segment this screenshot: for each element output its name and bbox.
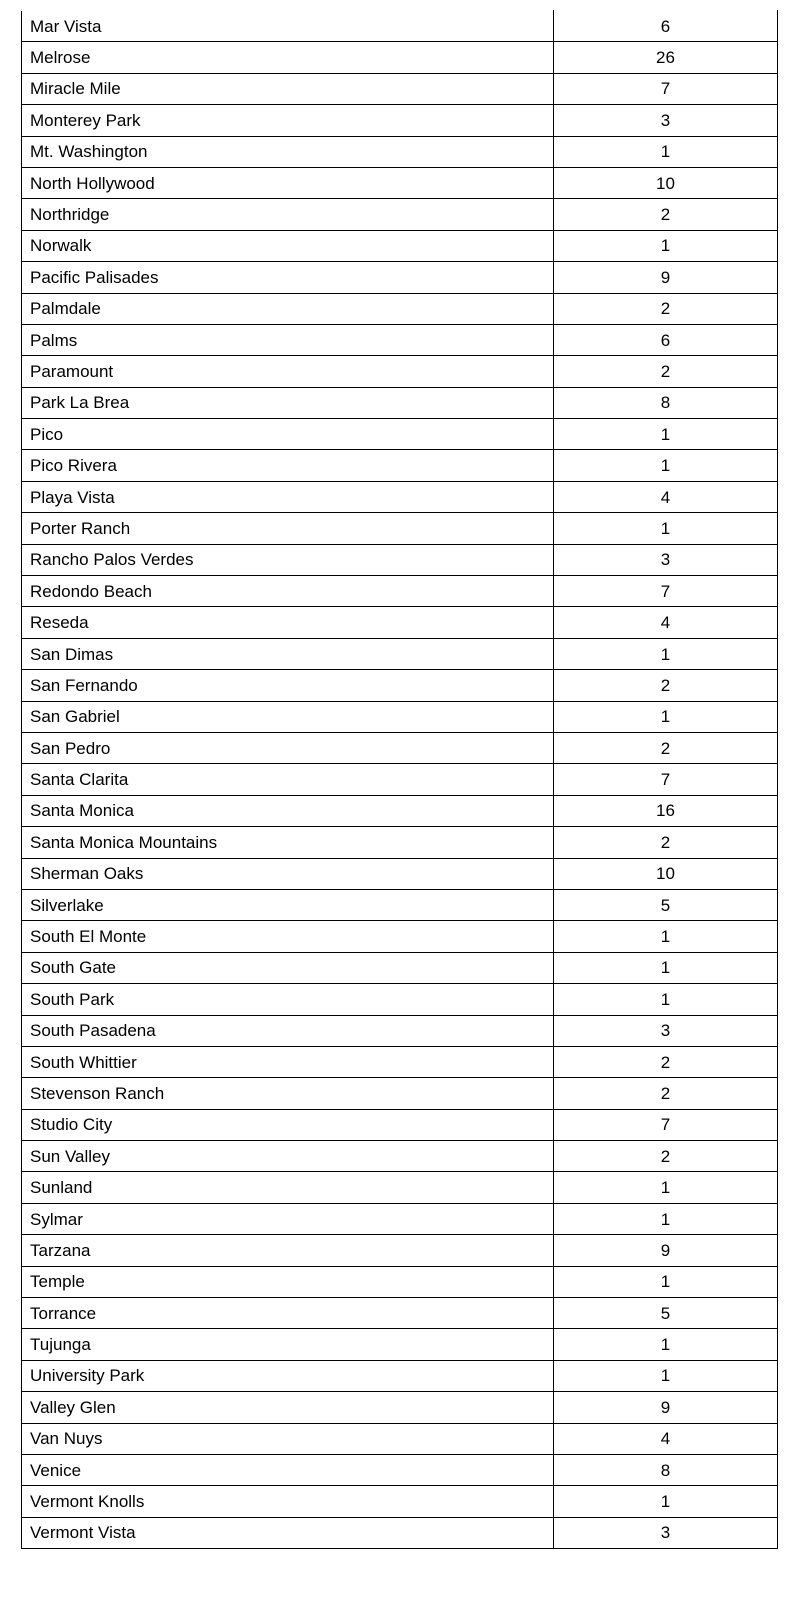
count-cell: 8 (554, 1454, 778, 1485)
count-cell: 1 (554, 419, 778, 450)
table-row (22, 1392, 778, 1423)
table-row (22, 795, 778, 826)
count-cell: 7 (554, 1109, 778, 1140)
neighborhood-name-cell: Silverlake (22, 889, 554, 920)
table-row (22, 1454, 778, 1485)
table-row (22, 670, 778, 701)
count-cell: 26 (554, 42, 778, 73)
table-row (22, 167, 778, 198)
neighborhood-name-cell: North Hollywood (22, 167, 554, 198)
neighborhood-name-cell: Vermont Knolls (22, 1486, 554, 1517)
table-row (22, 984, 778, 1015)
neighborhood-name-cell: Palms (22, 324, 554, 355)
neighborhood-name-cell: Playa Vista (22, 481, 554, 512)
table-row (22, 481, 778, 512)
table-row (22, 73, 778, 104)
table-row (22, 262, 778, 293)
table-row (22, 1078, 778, 1109)
count-cell: 8 (554, 387, 778, 418)
neighborhood-name-cell: Tujunga (22, 1329, 554, 1360)
count-cell: 2 (554, 293, 778, 324)
neighborhood-name-cell: Venice (22, 1454, 554, 1485)
count-cell: 2 (554, 1046, 778, 1077)
neighborhood-name-cell: Reseda (22, 607, 554, 638)
table-row (22, 827, 778, 858)
table-row (22, 544, 778, 575)
table-row (22, 1517, 778, 1548)
count-cell: 2 (554, 732, 778, 763)
neighborhood-count-table (21, 10, 778, 1549)
neighborhood-name-cell: South Pasadena (22, 1015, 554, 1046)
table-row (22, 732, 778, 763)
count-cell: 1 (554, 136, 778, 167)
count-cell: 3 (554, 105, 778, 136)
neighborhood-name-cell: Norwalk (22, 230, 554, 261)
neighborhood-name-cell: Pico Rivera (22, 450, 554, 481)
table-row (22, 199, 778, 230)
table-row (22, 1423, 778, 1454)
count-cell: 1 (554, 1203, 778, 1234)
count-cell: 7 (554, 764, 778, 795)
neighborhood-name-cell: Northridge (22, 199, 554, 230)
count-cell: 2 (554, 199, 778, 230)
table-row (22, 1109, 778, 1140)
neighborhood-name-cell: San Pedro (22, 732, 554, 763)
count-cell: 6 (554, 324, 778, 355)
table-row (22, 1046, 778, 1077)
count-cell: 1 (554, 1486, 778, 1517)
count-cell: 5 (554, 1298, 778, 1329)
count-cell: 9 (554, 1392, 778, 1423)
count-cell: 1 (554, 230, 778, 261)
count-cell: 9 (554, 262, 778, 293)
table-row (22, 105, 778, 136)
table-row (22, 1266, 778, 1297)
neighborhood-name-cell: Pico (22, 419, 554, 450)
neighborhood-name-cell: South Whittier (22, 1046, 554, 1077)
count-cell: 4 (554, 481, 778, 512)
table-row (22, 136, 778, 167)
neighborhood-name-cell: Park La Brea (22, 387, 554, 418)
neighborhood-name-cell: University Park (22, 1360, 554, 1391)
count-cell: 1 (554, 638, 778, 669)
table-row (22, 387, 778, 418)
count-cell: 1 (554, 1329, 778, 1360)
neighborhood-name-cell: Sun Valley (22, 1141, 554, 1172)
count-cell: 1 (554, 921, 778, 952)
table-row (22, 1329, 778, 1360)
count-cell: 1 (554, 952, 778, 983)
table-row (22, 1203, 778, 1234)
table-row (22, 1235, 778, 1266)
neighborhood-name-cell: Studio City (22, 1109, 554, 1140)
neighborhood-name-cell: Santa Monica (22, 795, 554, 826)
count-cell: 10 (554, 167, 778, 198)
table-row (22, 576, 778, 607)
neighborhood-name-cell: Melrose (22, 42, 554, 73)
neighborhood-name-cell: Mar Vista (22, 11, 554, 42)
table-row (22, 42, 778, 73)
neighborhood-name-cell: Van Nuys (22, 1423, 554, 1454)
neighborhood-name-cell: South El Monte (22, 921, 554, 952)
count-cell: 3 (554, 1517, 778, 1548)
count-cell: 6 (554, 11, 778, 42)
neighborhood-name-cell: Santa Monica Mountains (22, 827, 554, 858)
neighborhood-name-cell: San Dimas (22, 638, 554, 669)
count-cell: 2 (554, 1141, 778, 1172)
neighborhood-name-cell: Pacific Palisades (22, 262, 554, 293)
count-cell: 2 (554, 1078, 778, 1109)
count-cell: 2 (554, 827, 778, 858)
table-row (22, 1015, 778, 1046)
count-cell: 16 (554, 795, 778, 826)
neighborhood-name-cell: Rancho Palos Verdes (22, 544, 554, 575)
count-cell: 4 (554, 1423, 778, 1454)
count-cell: 3 (554, 1015, 778, 1046)
count-cell: 2 (554, 670, 778, 701)
count-cell: 1 (554, 513, 778, 544)
table-row (22, 889, 778, 920)
neighborhood-name-cell: Valley Glen (22, 1392, 554, 1423)
count-cell: 10 (554, 858, 778, 889)
table-row (22, 324, 778, 355)
neighborhood-name-cell: Porter Ranch (22, 513, 554, 544)
neighborhood-name-cell: Miracle Mile (22, 73, 554, 104)
table-row (22, 952, 778, 983)
table-row (22, 1172, 778, 1203)
neighborhood-name-cell: San Fernando (22, 670, 554, 701)
table-row (22, 1298, 778, 1329)
count-cell: 1 (554, 1266, 778, 1297)
table-row (22, 1141, 778, 1172)
count-cell: 1 (554, 1360, 778, 1391)
count-cell: 2 (554, 356, 778, 387)
table-row (22, 701, 778, 732)
table-row (22, 419, 778, 450)
table-row (22, 293, 778, 324)
count-cell: 5 (554, 889, 778, 920)
table-row (22, 921, 778, 952)
count-cell: 4 (554, 607, 778, 638)
table-row (22, 450, 778, 481)
neighborhood-name-cell: South Gate (22, 952, 554, 983)
table-row (22, 513, 778, 544)
count-cell: 9 (554, 1235, 778, 1266)
count-cell: 1 (554, 450, 778, 481)
neighborhood-name-cell: Torrance (22, 1298, 554, 1329)
neighborhood-name-cell: Stevenson Ranch (22, 1078, 554, 1109)
neighborhood-name-cell: Santa Clarita (22, 764, 554, 795)
table-row (22, 1360, 778, 1391)
neighborhood-name-cell: Temple (22, 1266, 554, 1297)
table-row (22, 607, 778, 638)
neighborhood-name-cell: San Gabriel (22, 701, 554, 732)
table-row (22, 858, 778, 889)
neighborhood-name-cell: Tarzana (22, 1235, 554, 1266)
neighborhood-name-cell: Mt. Washington (22, 136, 554, 167)
table-row (22, 764, 778, 795)
document-page (21, 10, 777, 1549)
count-cell: 1 (554, 1172, 778, 1203)
neighborhood-name-cell: Paramount (22, 356, 554, 387)
neighborhood-name-cell: Vermont Vista (22, 1517, 554, 1548)
neighborhood-name-cell: Sunland (22, 1172, 554, 1203)
table-row (22, 1486, 778, 1517)
table-row (22, 230, 778, 261)
table-row (22, 356, 778, 387)
count-cell: 7 (554, 576, 778, 607)
neighborhood-name-cell: South Park (22, 984, 554, 1015)
neighborhood-name-cell: Sherman Oaks (22, 858, 554, 889)
neighborhood-name-cell: Monterey Park (22, 105, 554, 136)
count-cell: 1 (554, 984, 778, 1015)
count-cell: 3 (554, 544, 778, 575)
count-cell: 7 (554, 73, 778, 104)
table-row (22, 11, 778, 42)
count-cell: 1 (554, 701, 778, 732)
table-row (22, 638, 778, 669)
neighborhood-name-cell: Sylmar (22, 1203, 554, 1234)
neighborhood-name-cell: Palmdale (22, 293, 554, 324)
neighborhood-name-cell: Redondo Beach (22, 576, 554, 607)
table-body (22, 11, 778, 1549)
